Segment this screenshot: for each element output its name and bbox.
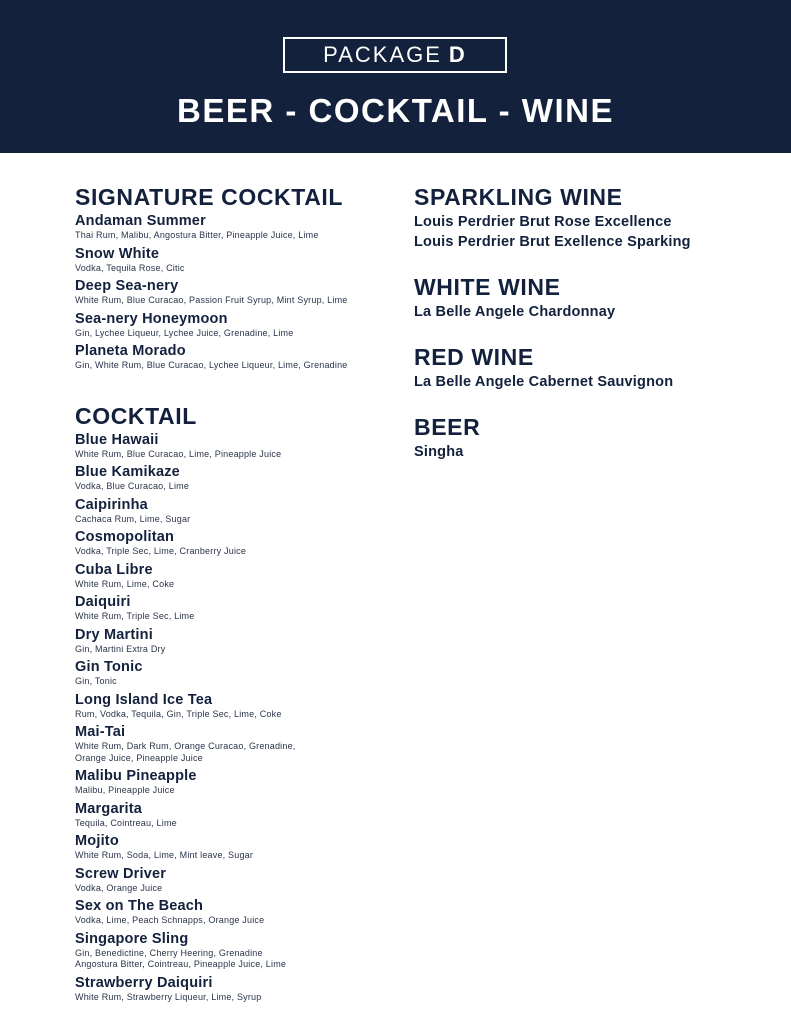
package-label: PACKAGE <box>323 42 442 67</box>
item-description: Vodka, Lime, Peach Schnapps, Orange Juice <box>75 915 265 925</box>
item-name: Blue Kamikaze <box>75 464 180 480</box>
list-item: Louis Perdrier Brut Exellence Sparking <box>414 234 691 250</box>
list-item <box>75 930 395 971</box>
list-item <box>75 626 395 656</box>
item-description: Gin, Martini Extra Dry <box>75 643 166 654</box>
item-description: Rum, Vodka, Tequila, Gin, Triple Sec, Lime, Coke <box>75 708 282 719</box>
list-item <box>75 593 395 623</box>
beer-list <box>414 442 774 462</box>
item-name: Malibu Pineapple <box>75 768 197 784</box>
item-name: Strawberry Daiquiri <box>75 974 213 991</box>
item-name: Snow White <box>75 245 160 262</box>
list-item <box>75 974 395 1004</box>
item-name: Mai-Tai <box>75 724 126 740</box>
red-wine-section <box>414 342 774 392</box>
item-description: Vodka, Triple Sec, Lime, Cranberry Juice <box>75 546 247 556</box>
item-description: Tequila, Cointreau, Lime <box>75 817 177 828</box>
list-item: La Belle Angele Cabernet Sauvignon <box>414 374 674 390</box>
item-description: White Rum, Dark Rum, Orange Curacao, Grenadine, Orange Juice, Pineapple Juice <box>75 741 296 763</box>
item-description: White Rum, Blue Curacao, Passion Fruit Syrup, Mint Syrup, Lime <box>75 295 348 305</box>
list-item <box>75 496 395 526</box>
item-description: White Rum, Strawberry Liqueur, Lime, Syrup <box>75 991 262 1002</box>
item-name: Sex on The Beach <box>75 898 204 914</box>
list-item: Louis Perdrier Brut Rose Excellence <box>414 214 672 230</box>
item-name: Daiquiri <box>75 594 131 610</box>
list-item <box>75 865 395 895</box>
item-name: Long Island Ice Tea <box>75 691 213 708</box>
page-title: BEER - COCKTAIL - WINE <box>177 92 614 129</box>
list-item <box>75 277 395 307</box>
list-item <box>75 691 395 721</box>
item-description: Gin, White Rum, Blue Curacao, Lychee Liqueur, Lime, Grenadine <box>75 360 348 370</box>
list-item <box>75 431 395 461</box>
item-description: Gin, Benedictine, Cherry Heering, Grenadine Angostura Bitter, Cointreau, Pineapple Juice, Lime <box>75 947 287 969</box>
item-name: Screw Driver <box>75 865 167 882</box>
package-label-box <box>283 37 507 73</box>
list-item <box>75 212 395 242</box>
item-name: Planeta Morado <box>75 343 186 359</box>
signature-cocktail-title: SIGNATURE COCKTAIL <box>75 184 344 210</box>
item-description: Cachaca Rum, Lime, Sugar <box>75 513 191 524</box>
cocktail-list <box>75 431 395 1004</box>
red-wine-title: RED WINE <box>414 344 534 370</box>
red-wine-list <box>414 372 774 392</box>
list-item <box>75 767 395 797</box>
item-description: White Rum, Soda, Lime, Mint leave, Sugar <box>75 850 254 860</box>
white-wine-section <box>414 272 774 322</box>
left-column <box>75 182 395 1006</box>
right-column <box>414 182 774 482</box>
beer-section <box>414 412 774 462</box>
beer-title: BEER <box>414 414 481 440</box>
list-item <box>75 832 395 862</box>
item-description: Vodka, Blue Curacao, Lime <box>75 481 190 491</box>
item-name: Sea-nery Honeymoon <box>75 310 228 327</box>
list-item: La Belle Angele Chardonnay <box>414 304 616 320</box>
white-wine-list <box>414 302 774 322</box>
item-description: Vodka, Tequila Rose, Citic <box>75 262 185 273</box>
item-name: Deep Sea-nery <box>75 278 179 294</box>
item-name: Singapore Sling <box>75 930 189 947</box>
signature-cocktail-list <box>75 212 395 372</box>
item-description: Gin, Tonic <box>75 676 117 686</box>
item-description: White Rum, Triple Sec, Lime <box>75 611 195 621</box>
list-item <box>75 342 395 372</box>
list-item <box>75 310 395 340</box>
item-name: Gin Tonic <box>75 659 143 675</box>
item-name: Blue Hawaii <box>75 431 159 448</box>
item-name: Cuba Libre <box>75 561 153 578</box>
item-description: Gin, Lychee Liqueur, Lychee Juice, Grenadine, Lime <box>75 327 294 338</box>
item-name: Andaman Summer <box>75 213 206 229</box>
item-description: White Rum, Blue Curacao, Lime, Pineapple Juice <box>75 448 282 459</box>
item-description: White Rum, Lime, Coke <box>75 578 175 589</box>
item-description: Malibu, Pineapple Juice <box>75 785 175 795</box>
list-item <box>75 528 395 558</box>
cocktail-title: COCKTAIL <box>75 402 197 429</box>
list-item <box>75 897 395 927</box>
sparkling-wine-section <box>414 182 774 252</box>
item-name: Caipirinha <box>75 496 148 513</box>
list-item: Singha <box>414 444 464 460</box>
sparkling-wine-title: SPARKLING WINE <box>414 184 623 210</box>
list-item <box>75 561 395 591</box>
list-item <box>75 658 395 688</box>
list-item <box>75 245 395 275</box>
item-name: Mojito <box>75 833 119 849</box>
package-letter: D <box>448 42 467 67</box>
list-item <box>75 723 395 764</box>
list-item <box>75 463 395 493</box>
item-description: Vodka, Orange Juice <box>75 882 163 893</box>
header-banner <box>0 0 791 153</box>
item-name: Cosmopolitan <box>75 529 175 545</box>
list-item <box>75 800 395 830</box>
sparkling-wine-list <box>414 212 774 252</box>
item-name: Margarita <box>75 800 143 817</box>
item-name: Dry Martini <box>75 626 153 643</box>
white-wine-title: WHITE WINE <box>414 274 561 300</box>
item-description: Thai Rum, Malibu, Angostura Bitter, Pineapple Juice, Lime <box>75 230 319 240</box>
